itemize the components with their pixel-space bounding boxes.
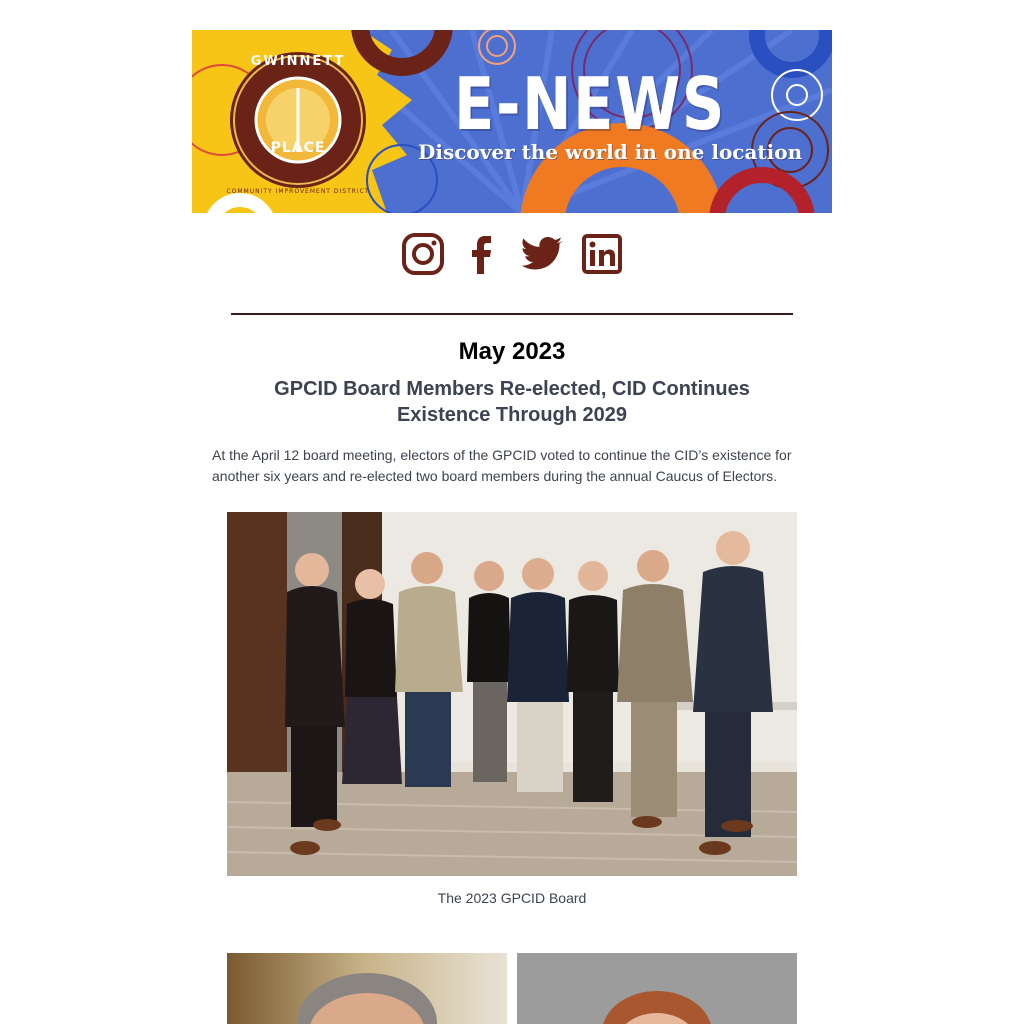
board-member-headshot <box>227 953 507 1024</box>
banner-title: E-NEWS <box>454 62 727 146</box>
logo-ring-top-text: GWINNETT <box>250 54 346 69</box>
banner-tagline: Discover the world in one location <box>418 140 803 164</box>
section-divider <box>231 313 793 315</box>
issue-date: May 2023 <box>458 338 566 365</box>
logo-ring-bottom-text: PLACE <box>270 140 326 156</box>
header-banner[interactable] <box>192 30 832 213</box>
social-links <box>0 232 1024 276</box>
instagram-icon <box>401 232 445 276</box>
article-body: At the April 12 board meeting, electors of the GPCID voted to continue the CID’s existence for another six years and re-elected two board members during the annual Caucus of Electors. <box>212 447 792 484</box>
twitter-link[interactable] <box>521 232 565 276</box>
board-group-photo <box>227 512 797 876</box>
logo-sub-text: COMMUNITY IMPROVEMENT DISTRICT <box>226 188 370 195</box>
twitter-icon <box>521 232 565 276</box>
linkedin-icon <box>580 232 624 276</box>
article-headline: GPCID Board Members Re-elected, CID Continues Existence Through 2029 <box>274 378 750 426</box>
facebook-link[interactable] <box>460 232 504 276</box>
instagram-link[interactable] <box>401 232 445 276</box>
gwinnett-place-logo[interactable] <box>218 40 378 200</box>
photo-caption: The 2023 GPCID Board <box>437 890 587 906</box>
board-member-headshot <box>517 953 797 1024</box>
facebook-icon <box>460 232 504 276</box>
linkedin-link[interactable] <box>580 232 624 276</box>
